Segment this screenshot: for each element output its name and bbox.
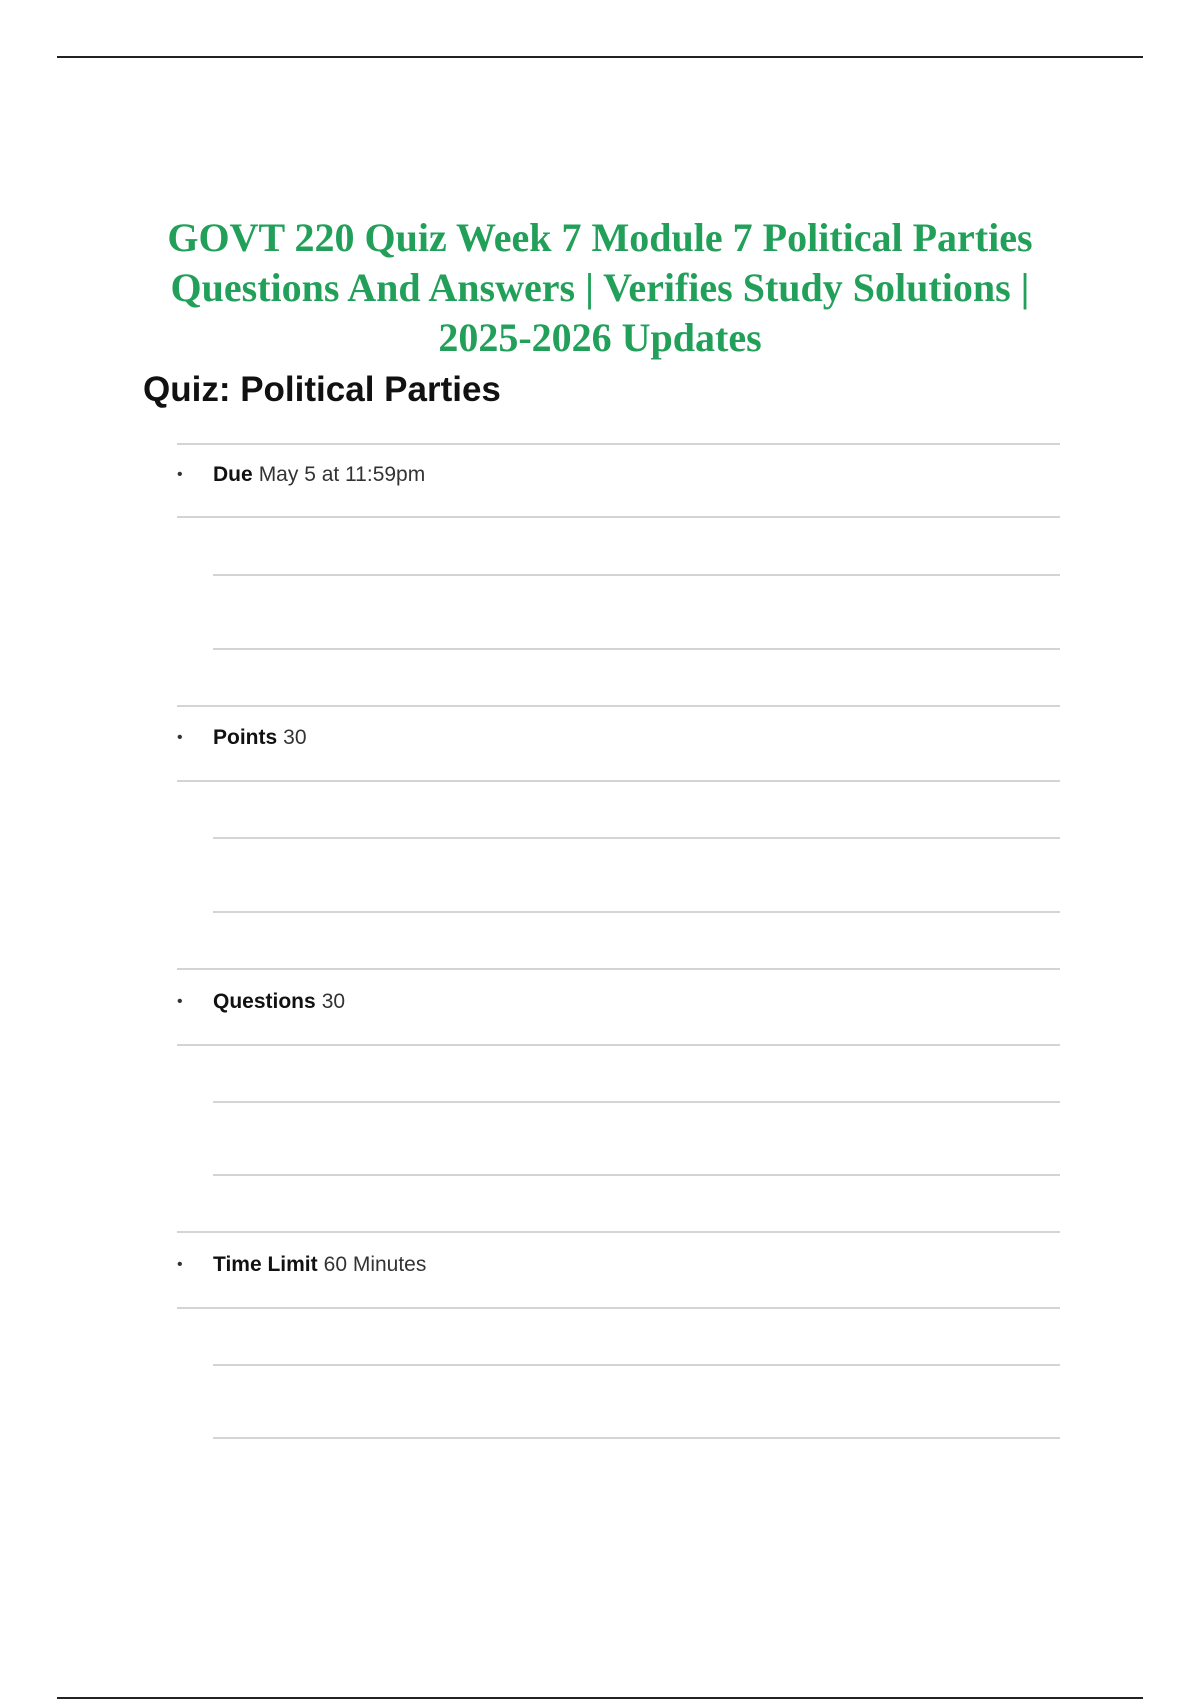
detail-value: 60 Minutes xyxy=(323,1253,427,1276)
document-title-line-3: 2025-2026 Updates xyxy=(438,315,762,360)
quiz-detail-time-limit xyxy=(177,1248,426,1282)
divider xyxy=(177,705,1060,707)
divider xyxy=(177,1307,1060,1309)
divider xyxy=(177,1231,1060,1233)
divider xyxy=(213,837,1060,839)
page-bottom-rule xyxy=(57,1697,1143,1699)
quiz-heading: Quiz: Political Parties xyxy=(143,370,501,409)
document-title xyxy=(130,213,1070,363)
detail-value: May 5 at 11:59pm xyxy=(258,463,426,486)
bullet-icon: • xyxy=(177,729,183,746)
bullet-icon: • xyxy=(177,993,183,1010)
divider xyxy=(213,1437,1060,1439)
divider xyxy=(213,911,1060,913)
quiz-detail-points xyxy=(177,721,307,755)
divider xyxy=(177,1044,1060,1046)
bullet-icon: • xyxy=(177,466,183,483)
divider xyxy=(177,516,1060,518)
divider xyxy=(177,780,1060,782)
document-title-line-1: GOVT 220 Quiz Week 7 Module 7 Political Parties xyxy=(167,215,1033,260)
bullet-icon: • xyxy=(177,1256,183,1273)
detail-label: Due xyxy=(213,463,253,486)
detail-label: Time Limit xyxy=(213,1253,318,1276)
detail-label: Questions xyxy=(213,990,316,1013)
divider xyxy=(213,1364,1060,1366)
divider xyxy=(213,1174,1060,1176)
divider xyxy=(213,574,1060,576)
detail-label: Points xyxy=(213,726,278,749)
divider xyxy=(177,443,1060,445)
document-title-line-2: Questions And Answers | Verifies Study Solutions | xyxy=(170,265,1030,310)
divider xyxy=(177,968,1060,970)
quiz-detail-questions xyxy=(177,985,345,1019)
divider xyxy=(213,1101,1060,1103)
detail-value: 30 xyxy=(321,990,346,1013)
quiz-detail-due xyxy=(177,458,425,492)
detail-value: 30 xyxy=(283,726,307,749)
page-top-rule xyxy=(57,56,1143,58)
divider xyxy=(213,648,1060,650)
